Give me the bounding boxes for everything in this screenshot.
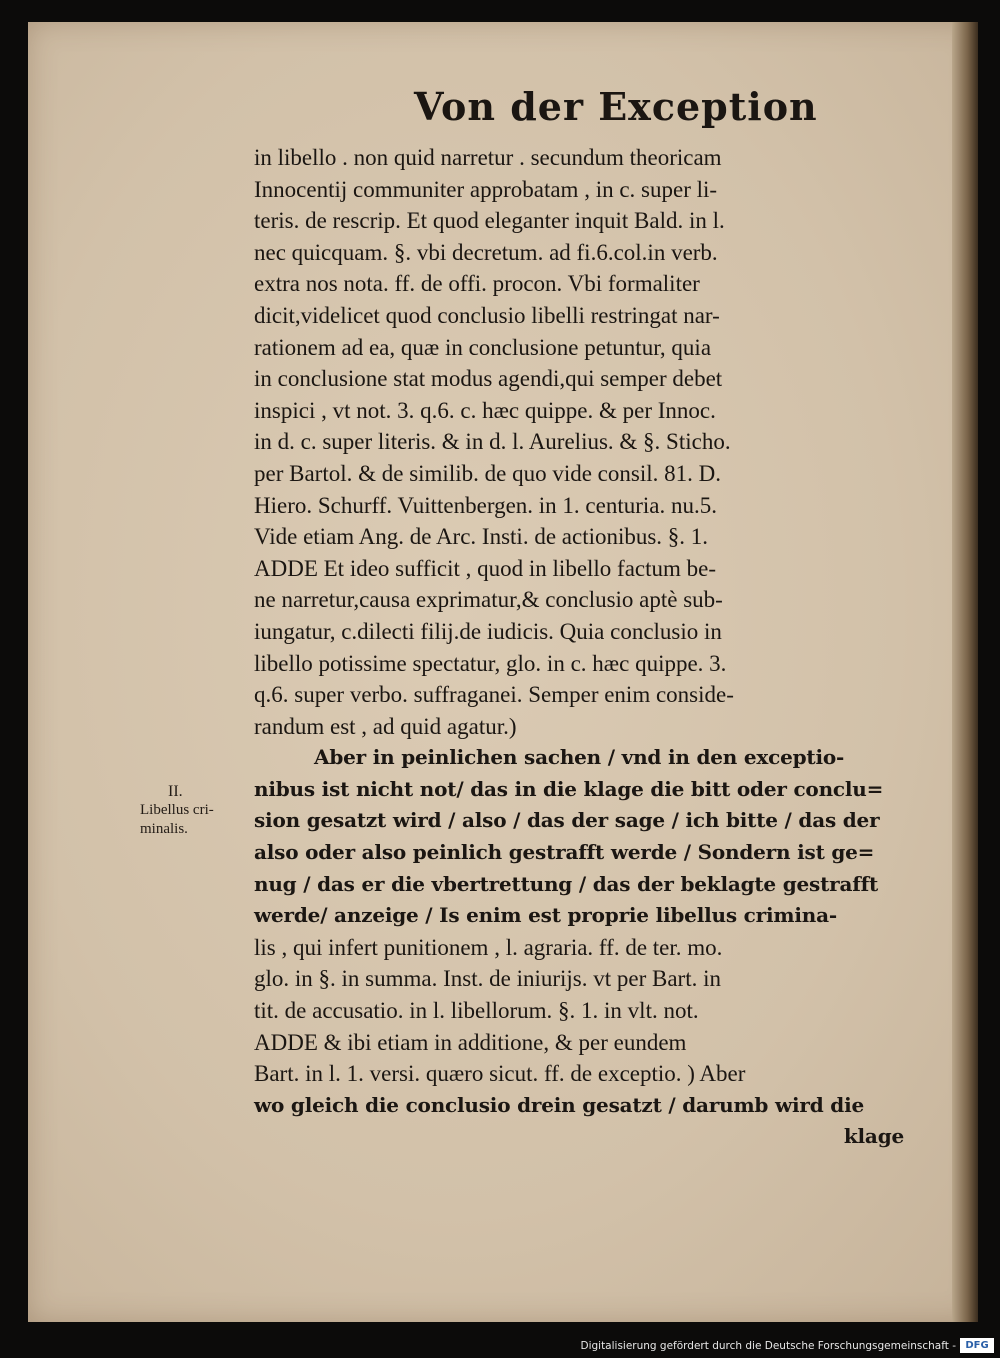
text-line: Hiero. Schurff. Vuittenbergen. in 1. centuria. nu.5. xyxy=(254,492,717,518)
text-line: werde/ anzeige / Is enim est proprie libellus crimina- xyxy=(254,903,837,928)
text-line: ne narretur,causa exprimatur,& conclusio aptè sub- xyxy=(254,587,723,613)
footer-credit: Digitalisierung gefördert durch die Deutsche Forschungsgemeinschaft - xyxy=(580,1340,956,1352)
text-line: randum est , ad quid agatur.) xyxy=(254,713,517,739)
text-line: inspici , vt not. 3. q.6. c. hæc quippe. & per Innoc. xyxy=(254,397,716,423)
text-line: nug / das er die vbertrettung / das der beklagte gestrafft xyxy=(254,871,879,896)
margin-note-text: minalis. xyxy=(140,821,188,837)
text-line: q.6. super verbo. suffraganei. Semper enim conside- xyxy=(254,682,734,708)
text-line: wo gleich die conclusio drein gesatzt / darumb wird die xyxy=(254,1092,864,1117)
text-line: also oder also peinlich gestrafft werde / Sondern ist ge= xyxy=(254,840,875,865)
catchword: klage xyxy=(843,1124,904,1149)
margin-note-text: Libellus cri- xyxy=(140,802,214,818)
text-line: tit. de accusatio. in l. libellorum. §. 1. in vlt. not. xyxy=(254,998,699,1024)
text-line: in conclusione stat modus agendi,qui semper debet xyxy=(254,366,723,392)
book-page xyxy=(28,22,978,1322)
text-line: extra nos nota. ff. de offi. procon. Vbi formaliter xyxy=(254,271,700,297)
text-line: Innocentij communiter approbatam , in c. super li- xyxy=(254,176,718,202)
text-line: dicit,videlicet quod conclusio libelli restringat nar- xyxy=(254,302,720,328)
text-line: per Bartol. & de similib. de quo vide consil. 81. D. xyxy=(254,460,721,486)
text-line: ADDE & ibi etiam in additione, & per eundem xyxy=(254,1029,687,1055)
text-line: in libello . non quid narretur . secundum theoricam xyxy=(254,145,722,170)
text-line: Vide etiam Ang. de Arc. Insti. de actionibus. §. 1. xyxy=(254,524,709,550)
body-text xyxy=(254,142,914,1153)
running-header: Von der Exception xyxy=(414,84,818,129)
text-line: iungatur, c.dilecti filij.de iudicis. Quia conclusio in xyxy=(254,618,722,644)
text-line: lis , qui infert punitionem , l. agraria. ff. de ter. mo. xyxy=(254,934,723,960)
text-line: nec quicquam. §. vbi decretum. ad fi.6.col.in verb. xyxy=(254,239,718,265)
margin-note-number: II. xyxy=(168,783,183,800)
text-line: in d. c. super literis. & in d. l. Aurelius. & §. Sticho. xyxy=(254,429,731,455)
text-line: rationem ad ea, quæ in conclusione petuntur, quia xyxy=(254,334,712,360)
text-line: Bart. in l. 1. versi. quæro sicut. ff. de exceptio. ) Aber xyxy=(254,1061,746,1087)
text-line: libello potissime spectatur, glo. in c. hæc quippe. 3. xyxy=(254,650,727,676)
text-line: Aber in peinlichen sachen / vnd in den exceptio- xyxy=(314,745,845,770)
margin-note xyxy=(140,782,260,839)
text-line: nibus ist nicht not/ das in die klage die bitt oder conclu= xyxy=(254,776,884,801)
text-line: glo. in §. in summa. Inst. de iniurijs. vt per Bart. in xyxy=(254,966,721,992)
text-line: sion gesatzt wird / also / das der sage / ich bitte / das der xyxy=(254,808,880,833)
footer-bar xyxy=(0,1334,1000,1358)
text-line: ADDE Et ideo sufficit , quod in libello factum be- xyxy=(254,555,717,581)
text-line: teris. de rescrip. Et quod eleganter inquit Bald. in l. xyxy=(254,208,725,234)
page-gutter xyxy=(952,22,978,1322)
dfg-logo-icon: DFG xyxy=(960,1338,994,1353)
